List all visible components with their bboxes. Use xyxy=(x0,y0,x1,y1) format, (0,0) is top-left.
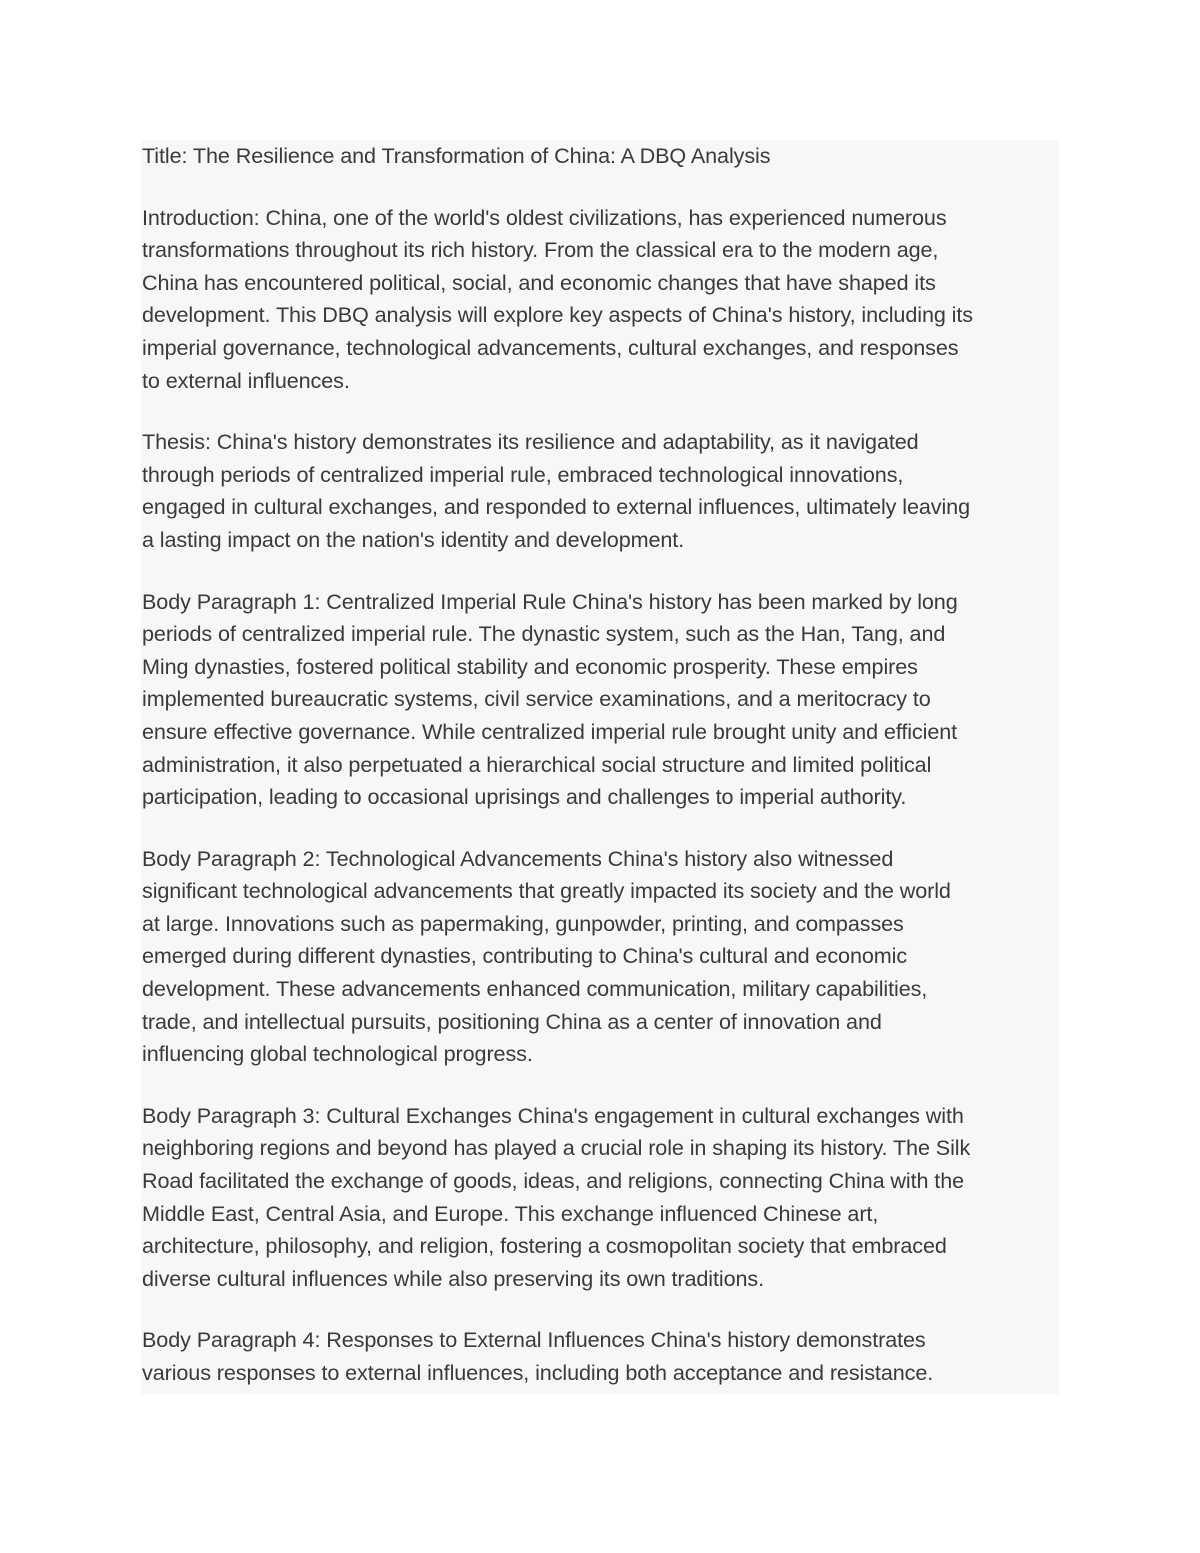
paragraph-line: significant technological advancements that greatly impacted its society and the world xyxy=(142,878,951,904)
paragraph-line: through periods of centralized imperial rule, embraced technological innovations, xyxy=(142,461,904,487)
paragraph-gap xyxy=(142,814,1059,843)
paragraph-line: to external influences. xyxy=(142,367,350,393)
paragraph-line: Middle East, Central Asia, and Europe. This exchange influenced Chinese art, xyxy=(142,1200,879,1226)
body-paragraph-3 xyxy=(142,1100,1059,1296)
paragraph-line: development. These advancements enhanced communication, military capabilities, xyxy=(142,976,928,1002)
paragraph-line: Road facilitated the exchange of goods, ideas, and religions, connecting China with the xyxy=(142,1168,965,1194)
document-text-block xyxy=(141,140,1059,1394)
paragraph-line: Body Paragraph 2: Technological Advancements China's history also witnessed xyxy=(142,845,894,871)
paragraph-line: participation, leading to occasional uprisings and challenges to imperial authority. xyxy=(142,784,907,810)
paragraph-line: trade, and intellectual pursuits, positioning China as a center of innovation and xyxy=(142,1008,882,1034)
paragraph-gap xyxy=(142,173,1059,202)
paragraph-line: Introduction: China, one of the world's oldest civilizations, has experienced numerous xyxy=(142,204,947,230)
introduction-paragraph xyxy=(142,202,1059,398)
paragraph-line: periods of centralized imperial rule. The dynastic system, such as the Han, Tang, and xyxy=(142,621,946,647)
body-paragraph-1 xyxy=(142,586,1059,814)
paragraph-line: administration, it also perpetuated a hierarchical social structure and limited political xyxy=(142,751,932,777)
paragraph-line: various responses to external influences, including both acceptance and resistance. xyxy=(142,1360,934,1385)
paragraph-line: ensure effective governance. While centralized imperial rule brought unity and efficient xyxy=(142,718,958,744)
thesis-paragraph xyxy=(142,426,1059,556)
document-title: Title: The Resilience and Transformation of China: A DBQ Analysis xyxy=(142,143,771,168)
body-paragraph-4 xyxy=(142,1324,1059,1389)
paragraph-line: architecture, philosophy, and religion, fostering a cosmopolitan society that embraced xyxy=(142,1233,947,1259)
paragraph-line: emerged during different dynasties, contributing to China's cultural and economic xyxy=(142,943,908,969)
paragraph-line: Body Paragraph 1: Centralized Imperial Rule China's history has been marked by long xyxy=(142,588,958,614)
paragraph-gap xyxy=(142,1071,1059,1100)
paragraph-line: at large. Innovations such as papermaking, gunpowder, printing, and compasses xyxy=(142,910,904,936)
paragraph-line: Body Paragraph 4: Responses to External Influences China's history demonstrates xyxy=(142,1327,926,1353)
paragraph-line: transformations throughout its rich history. From the classical era to the modern age, xyxy=(142,237,939,263)
paragraph-line: Body Paragraph 3: Cultural Exchanges China's engagement in cultural exchanges with xyxy=(142,1102,964,1128)
body-paragraph-2 xyxy=(142,843,1059,1071)
paragraph-line: development. This DBQ analysis will explore key aspects of China's history, including its xyxy=(142,302,973,328)
paragraph-line: a lasting impact on the nation's identity and development. xyxy=(142,526,685,552)
paragraph-gap xyxy=(142,397,1059,426)
paragraph-gap xyxy=(142,557,1059,586)
paragraph-line: diverse cultural influences while also preserving its own traditions. xyxy=(142,1265,765,1291)
paragraph-line: imperial governance, technological advancements, cultural exchanges, and responses xyxy=(142,334,959,360)
paragraph-line: influencing global technological progress. xyxy=(142,1041,533,1067)
paragraph-line: China has encountered political, social, and economic changes that have shaped its xyxy=(142,269,936,295)
paragraph-line: Thesis: China's history demonstrates its resilience and adaptability, as it navigated xyxy=(142,429,919,455)
paragraph-line: engaged in cultural exchanges, and responded to external influences, ultimately leaving xyxy=(142,494,971,520)
paragraph-line: neighboring regions and beyond has played a crucial role in shaping its history. The Silk xyxy=(142,1135,971,1161)
paragraph-line: implemented bureaucratic systems, civil service examinations, and a meritocracy to xyxy=(142,686,931,712)
paragraph-line: Ming dynasties, fostered political stability and economic prosperity. These empires xyxy=(142,653,918,679)
paragraph-gap xyxy=(142,1295,1059,1324)
